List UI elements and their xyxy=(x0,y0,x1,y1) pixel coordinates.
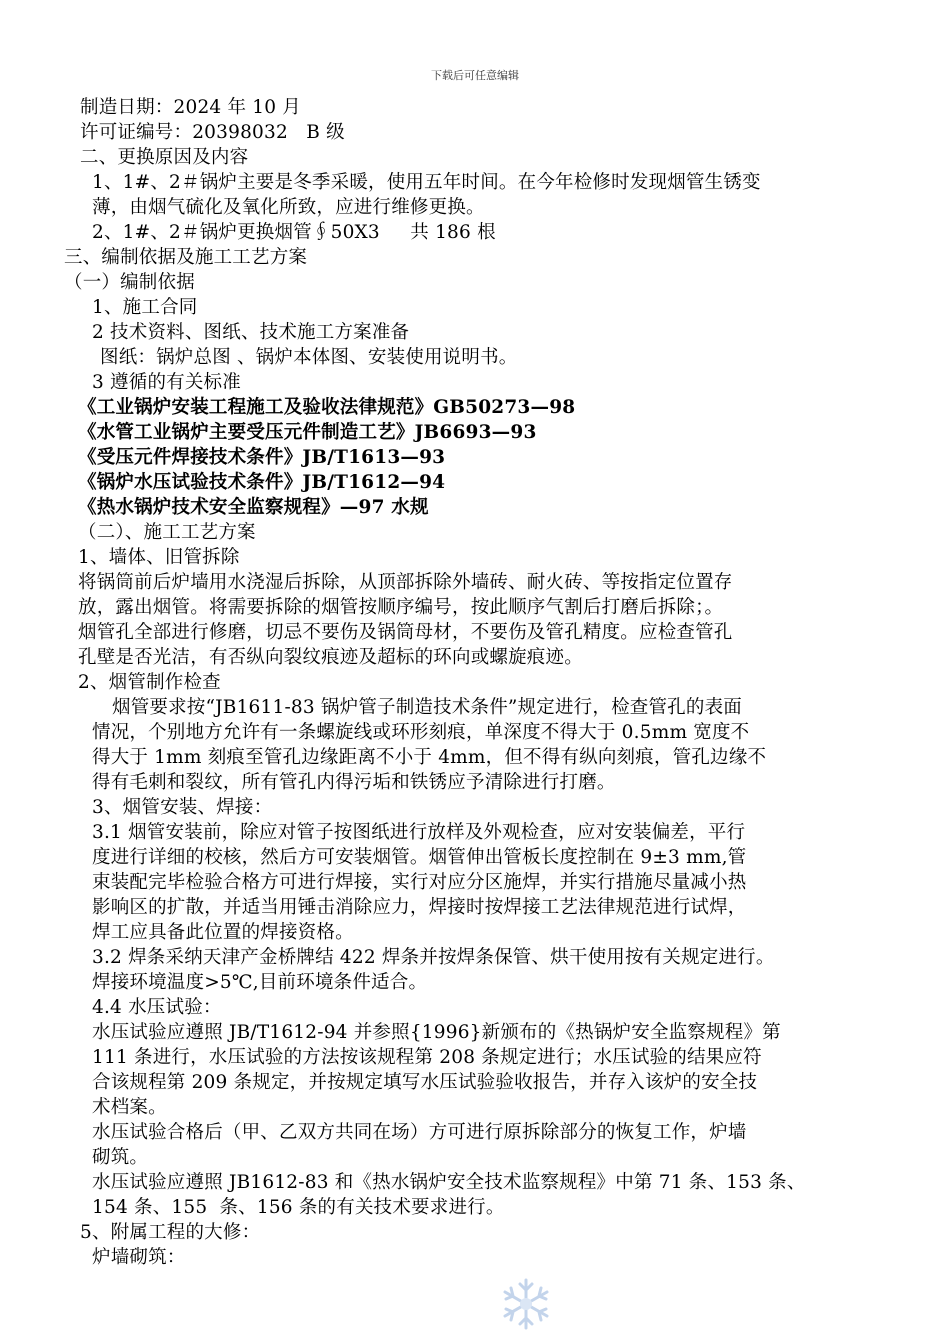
paragraph-line: 束装配完毕检验合格方可进行焊接，实行对应分区施焊，并实行措施尽量减小热 xyxy=(92,872,747,893)
list-item: 5、附属工程的大修： xyxy=(80,1222,261,1243)
list-item: 3 遵循的有关标准 xyxy=(92,372,241,393)
paragraph-line: 烟管要求按“JB1611-83 锅炉管子制造技术条件”规定进行，检查管孔的表面 xyxy=(112,697,742,718)
paragraph-line: 154 条、155 条、156 条的有关技术要求进行。 xyxy=(92,1197,505,1218)
section-heading-2: 二、更换原因及内容 xyxy=(80,147,249,168)
snowflake-watermark-icon xyxy=(496,1274,556,1334)
paragraph-line: 烟管孔全部进行修磨，切忌不要伤及锅筒母材，不要伤及管孔精度。应检查管孔 xyxy=(78,622,733,643)
paragraph-line: 砌筑。 xyxy=(92,1147,149,1168)
list-item: 1、施工合同 xyxy=(92,297,198,318)
paragraph-line: 水压试验应遵照 JB1612-83 和《热水锅炉安全技术监察规程》中第 71 条、153 条、 xyxy=(92,1172,806,1193)
subsection-heading: （一）编制依据 xyxy=(64,272,195,293)
paragraph-line: 薄，由烟气硫化及氧化所致，应进行维修更换。 xyxy=(92,197,485,218)
paragraph-line: 度进行详细的校核，然后方可安装烟管。烟管伸出管板长度控制在 9±3 mm,管 xyxy=(92,847,747,868)
paragraph-line: 得有毛刺和裂纹，所有管孔内得污垢和铁锈应予清除进行打磨。 xyxy=(92,772,616,793)
paragraph-line: 孔壁是否光洁，有否纵向裂纹痕迹及超标的环向或螺旋痕迹。 xyxy=(78,647,583,668)
paragraph-line: 合该规程第 209 条规定，并按规定填写水压试验验收报告，并存入该炉的安全技 xyxy=(92,1072,758,1093)
page-header-note: 下载后可任意编辑 xyxy=(431,69,519,82)
paragraph-line: 1、1#、2＃锅炉主要是冬季采暖，使用五年时间。在今年检修时发现烟管生锈变 xyxy=(92,172,761,193)
paragraph-line: 水压试验应遵照 JB/T1612-94 并参照{1996}新颁布的《热锅炉安全监察规程》第 xyxy=(92,1022,781,1043)
paragraph-line: 放，露出烟管。将需要拆除的烟管按顺序编号，按此顺序气割后打磨后拆除；。 xyxy=(78,597,724,618)
subsection-heading: （二）、施工工艺方案 xyxy=(78,522,256,543)
section-heading-3: 三、编制依据及施工工艺方案 xyxy=(64,247,308,268)
list-item: 1、墙体、旧管拆除 xyxy=(78,547,240,568)
list-item: 2、烟管制作检查 xyxy=(78,672,221,693)
paragraph-line: 3.2 焊条采纳天津产金桥牌结 422 焊条并按焊条保管、烘干使用按有关规定进行。 xyxy=(92,947,775,968)
paragraph-line: 2、1#、2＃锅炉更换烟管∮50X3 共 186 根 xyxy=(92,222,496,243)
paragraph-line: 焊接环境温度>5℃,目前环境条件适合。 xyxy=(92,972,428,993)
manufacture-date: 制造日期：2024 年 10 月 xyxy=(80,97,301,118)
paragraph-line: 将锅筒前后炉墙用水浇湿后拆除，从顶部拆除外墙砖、耐火砖、等按指定位置存 xyxy=(78,572,733,593)
standard-item: 《水管工业锅炉主要受压元件制造工艺》JB6693—93 xyxy=(78,422,537,443)
paragraph-line: 影响区的扩散，并适当用锤击消除应力，焊接时按焊接工艺法律规范进行试焊， xyxy=(92,897,747,918)
paragraph-line: 111 条进行，水压试验的方法按该规程第 208 条规定进行；水压试验的结果应符 xyxy=(92,1047,762,1068)
list-item: 3、烟管安装、焊接： xyxy=(92,797,273,818)
standard-item: 《热水锅炉技术安全监察规程》—97 水规 xyxy=(78,497,429,518)
list-item: 4.4 水压试验： xyxy=(92,997,222,1018)
paragraph-line: 术档案。 xyxy=(92,1097,167,1118)
paragraph-line: 炉墙砌筑： xyxy=(92,1247,186,1268)
standard-item: 《受压元件焊接技术条件》JB/T1613—93 xyxy=(78,447,446,468)
paragraph-line: 3.1 烟管安装前，除应对管子按图纸进行放样及外观检查，应对安装偏差，平行 xyxy=(92,822,746,843)
paragraph-line: 焊工应具备此位置的焊接资格。 xyxy=(92,922,354,943)
list-item: 2 技术资料、图纸、技术施工方案准备 xyxy=(92,322,410,343)
paragraph-line: 图纸：锅炉总图 、锅炉本体图、安装使用说明书。 xyxy=(100,347,518,368)
paragraph-line: 水压试验合格后（甲、乙双方共同在场）方可进行原拆除部分的恢复工作，炉墙 xyxy=(92,1122,747,1143)
license-number: 许可证编号：20398032 B 级 xyxy=(80,122,345,143)
standard-item: 《工业锅炉安装工程施工及验收法律规范》GB50273—98 xyxy=(78,397,576,418)
paragraph-line: 情况，个别地方允许有一条螺旋线或环形刻痕，单深度不得大于 0.5mm 宽度不 xyxy=(92,722,750,743)
paragraph-line: 得大于 1mm 刻痕至管孔边缘距离不小于 4mm，但不得有纵向刻痕，管孔边缘不 xyxy=(92,747,767,768)
standard-item: 《锅炉水压试验技术条件》JB/T1612—94 xyxy=(78,472,446,493)
